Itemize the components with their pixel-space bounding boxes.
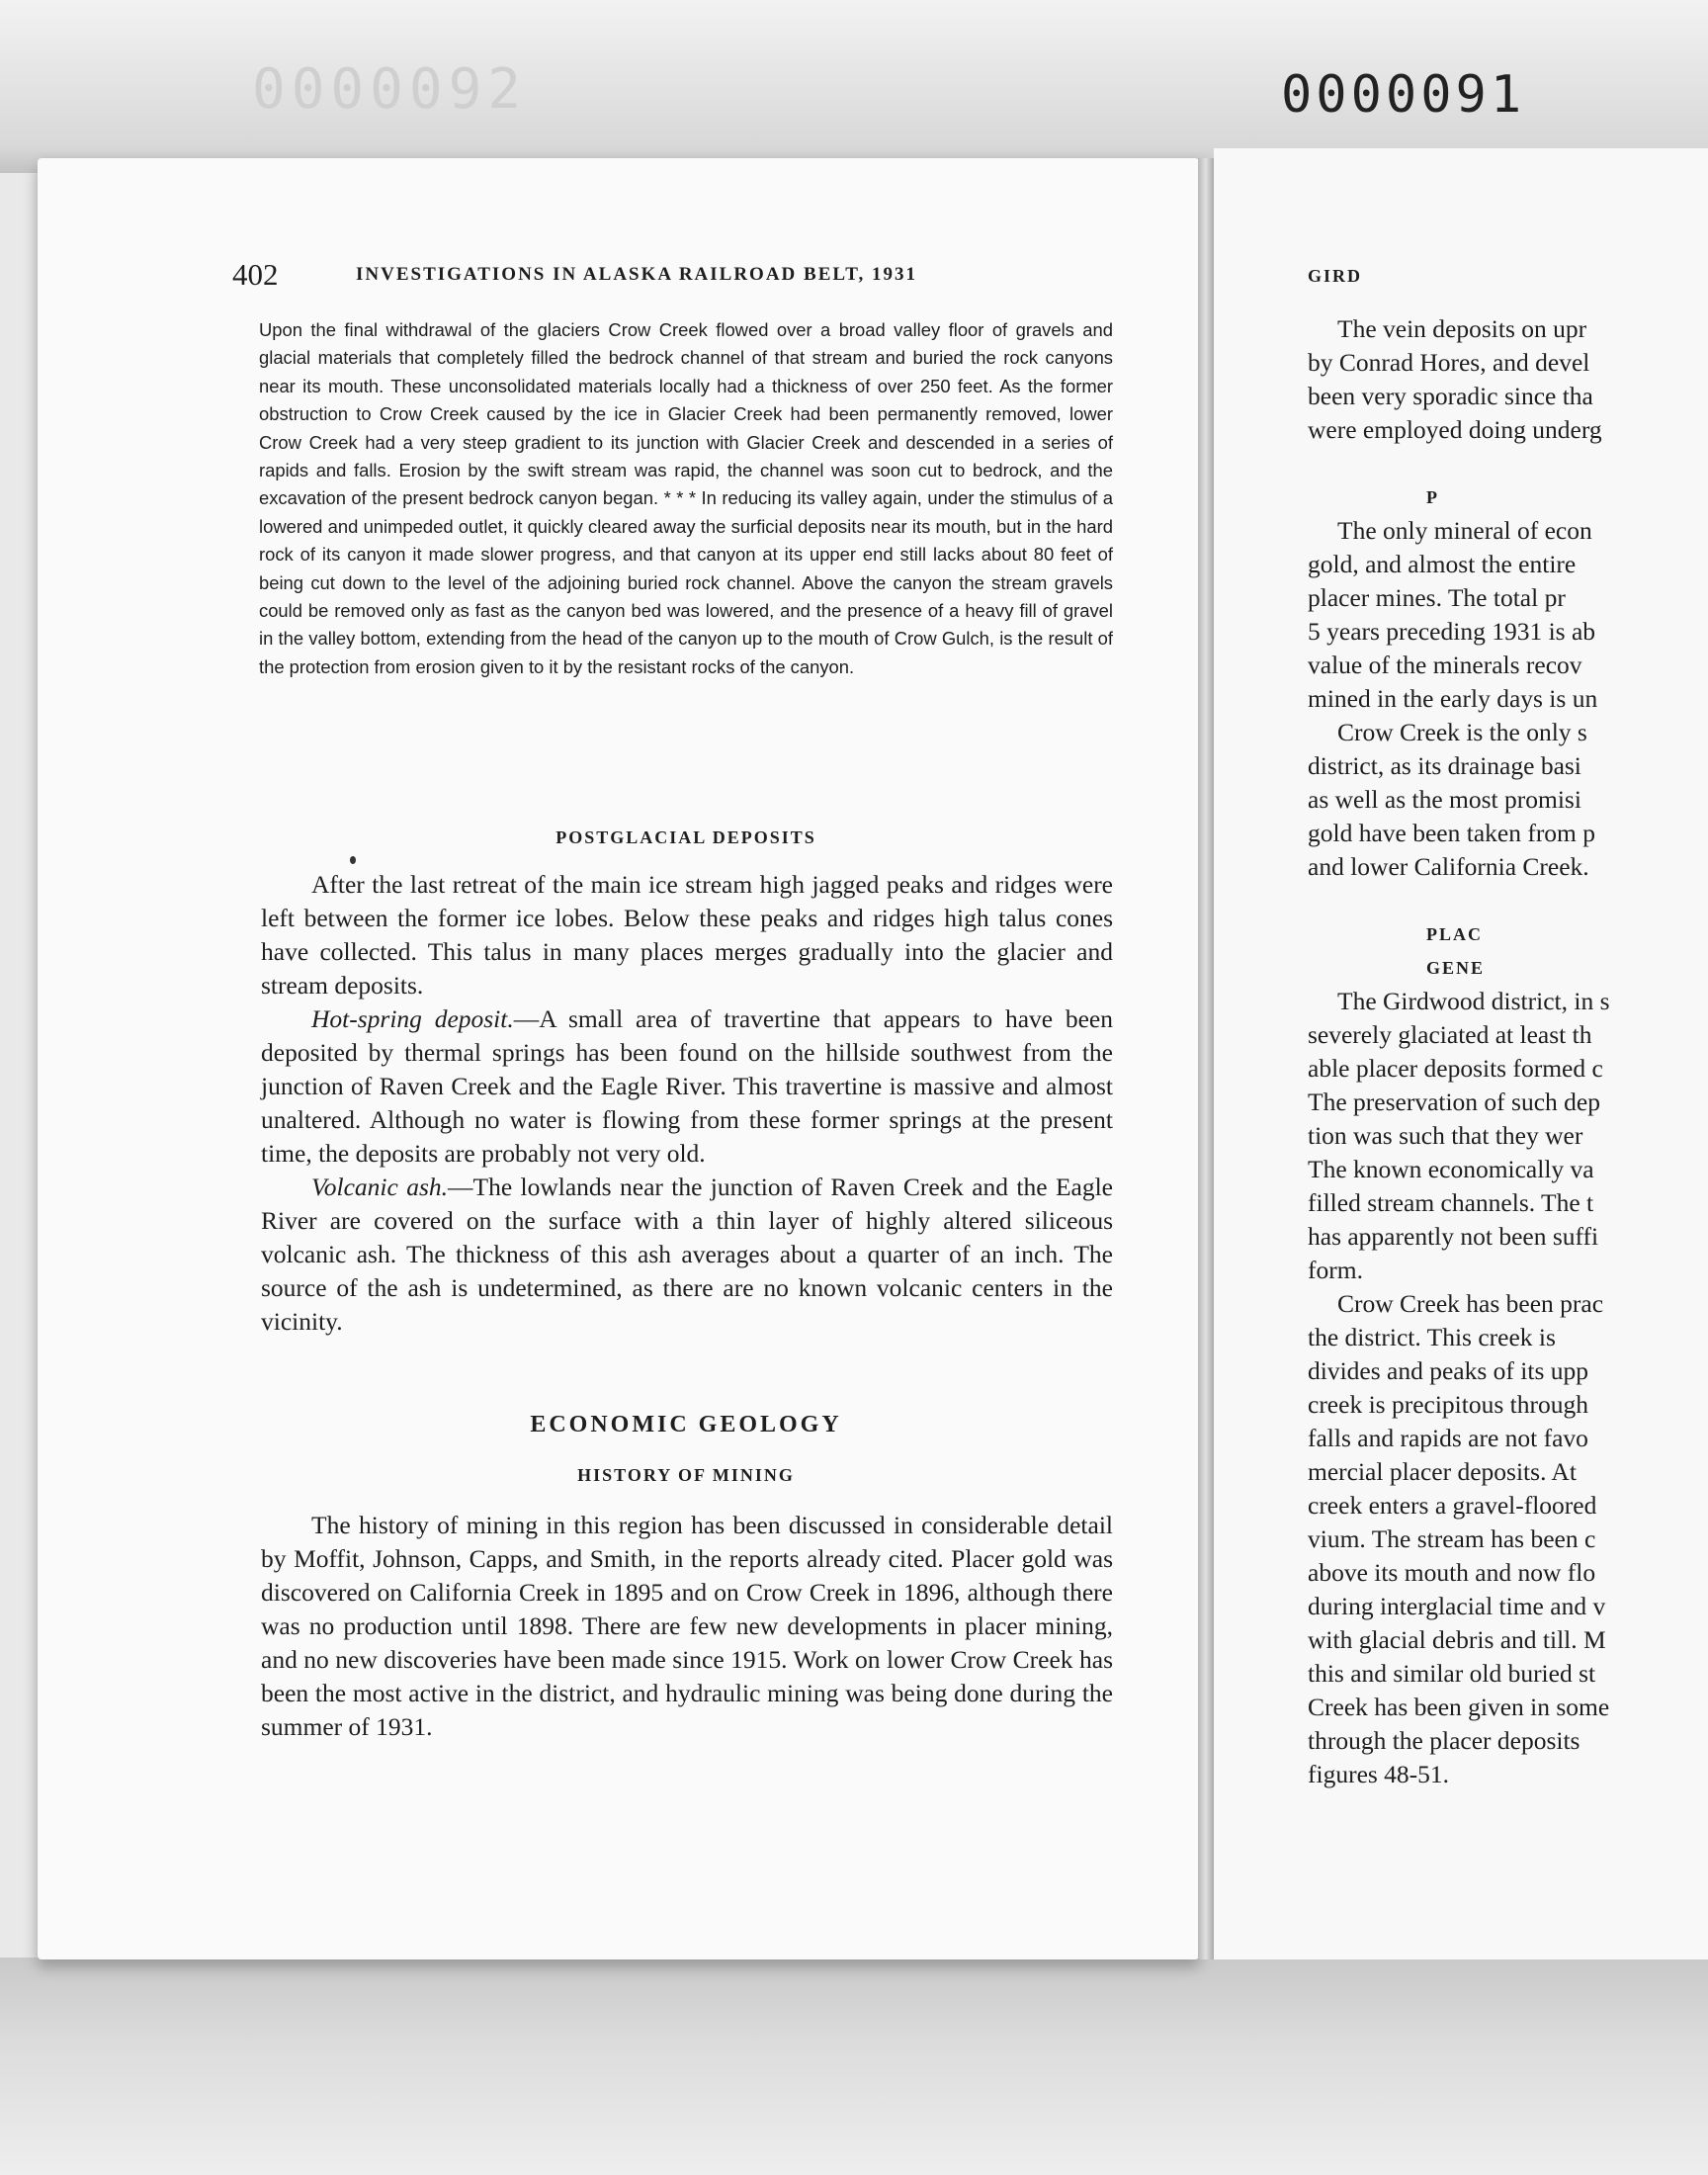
hotspring-text: —A small area of travertine that appears to have been deposited by thermal springs has been found on the hillside southwest from the junction of Raven Creek and the Eagle River. This travertine is massive and almost unaltered. Although no water is flowing from these former springs at the present time, the deposits are probably not very old. (261, 1004, 1113, 1168)
hotspring-title: Hot-spring deposit. (311, 1004, 514, 1033)
right-page-heading: P (1426, 487, 1439, 507)
right-page-line: the district. This creek is (1308, 1323, 1556, 1351)
right-page-line: falls and rapids are not favo (1308, 1424, 1588, 1452)
right-page-line: placer mines. The total pr (1308, 583, 1566, 612)
right-page-line: The known economically va (1308, 1155, 1594, 1183)
volcanic-paragraph (261, 1171, 1113, 1339)
right-page-line: The only mineral of econ (1337, 516, 1592, 545)
quoted-passage: Upon the final withdrawal of the glaciers Crow Creek flowed over a broad valley floor of gravels and glacial materials that completely filled the bedrock channel of that stream and buried the rock canyons near its mouth. These unconsolidated materials locally had a thickness of over 250 feet. As the former obstruction to Crow Creek caused by the ice in Glacier Creek had been permanently removed, lower Crow Creek had a very steep gradient to its junction with Glacier Creek and descended in a series of rapids and falls. Erosion by the swift stream was rapid, the channel was soon cut to bedrock, and the excavation of the present bedrock canyon began. * * * In reducing its valley again, under the stimulus of a lowered and unimpeded outlet, it quickly cleared away the surficial deposits near its mouth, but in the hard rock of its canyon it made slower progress, and that canyon at its upper end still lacks about 80 feet of being cut down to the level of the adjoining buried rock channel. Above the canyon the stream gravels could be removed only as fast as the canyon bed was lowered, and the presence of a heavy fill of gravel in the valley bottom, extending from the head of the canyon up to the mouth of Crow Gulch, is the result of the protection from erosion given to it by the resistant rocks of the canyon. (259, 319, 1113, 677)
right-page-line: as well as the most promisi (1308, 785, 1581, 814)
hotspring-paragraph (261, 1002, 1113, 1171)
postglacial-heading: POSTGLACIAL DEPOSITS (555, 827, 816, 847)
right-page-line: and lower California Creek. (1308, 852, 1589, 881)
right-page-line: were employed doing underg (1308, 415, 1602, 444)
right-page-line: figures 48-51. (1308, 1760, 1450, 1788)
right-page-line: creek enters a gravel-floored (1308, 1491, 1597, 1520)
right-page-heading: PLAC (1426, 924, 1483, 944)
right-page-line: creek is precipitous through (1308, 1390, 1588, 1419)
stamp-number: 0000091 (1281, 65, 1526, 125)
right-page-line: filled stream channels. The t (1308, 1188, 1594, 1217)
right-page-line: form. (1308, 1256, 1363, 1284)
right-page-line: has apparently not been suffi (1308, 1222, 1599, 1251)
history-paragraph: The history of mining in this region has been discussed in considerable detail by Moffit, Johnson, Capps, and Smith, in the reports already cited. Placer gold was discovered on California Creek in 1895 and on Crow Creek in 1896, although there was no production until 1898. There are few new developments in placer mining, and no new discoveries have been made since 1915. Work on lower Crow Creek has been the most active in the district, and hydraulic mining was being done during the summer of 1931. (261, 1511, 1113, 1741)
right-page-line: Crow Creek is the only s (1337, 718, 1587, 746)
right-running-title: GIRD (1308, 266, 1363, 286)
ink-speck (350, 856, 356, 864)
right-page-line: gold have been taken from p (1308, 819, 1596, 847)
right-page-line: 5 years preceding 1931 is ab (1308, 617, 1596, 646)
right-page-line: gold, and almost the entire (1308, 550, 1577, 578)
right-page-line (1308, 447, 1708, 480)
postglacial-section (261, 868, 1113, 1339)
right-page-line: mined in the early days is un (1308, 684, 1598, 713)
right-page-line: by Conrad Hores, and devel (1308, 348, 1590, 377)
right-page-line: vium. The stream has been c (1308, 1524, 1596, 1553)
right-page-line: above its mouth and now flo (1308, 1558, 1596, 1587)
right-page-line: Creek has been given in some (1308, 1693, 1610, 1721)
right-page-line: The Girdwood district, in s (1337, 987, 1610, 1015)
running-title: INVESTIGATIONS IN ALASKA RAILROAD BELT, 1931 (356, 264, 918, 285)
page-number: 402 (232, 257, 279, 292)
right-page-line: district, as its drainage basi (1308, 751, 1581, 780)
right-page-line: this and similar old buried st (1308, 1659, 1596, 1688)
bleed-through-number: 0000092 (252, 57, 528, 122)
scan-background-bottom (0, 1958, 1708, 2175)
right-page-line: value of the minerals recov (1308, 651, 1582, 679)
book-spine (1198, 158, 1214, 1959)
page-header (232, 257, 1102, 297)
right-page-line: through the placer deposits (1308, 1726, 1580, 1755)
right-page-line: The preservation of such dep (1308, 1088, 1600, 1116)
right-page-line: during interglacial time and v (1308, 1592, 1606, 1620)
volcanic-title: Volcanic ash. (311, 1173, 448, 1201)
postglacial-paragraph: After the last retreat of the main ice stream high jagged peaks and ridges were left between the former ice lobes. Below these peaks and ridges high talus cones have collected. This talus in many places merges gradually into the glacier and stream deposits. (261, 870, 1113, 1000)
right-page-line (1308, 884, 1708, 917)
right-page-line: The vein deposits on upr (1337, 314, 1587, 343)
right-page-line: mercial placer deposits. At (1308, 1457, 1577, 1486)
right-page-heading: GENE (1426, 958, 1486, 978)
history-section (261, 1509, 1113, 1744)
right-page-text (1308, 312, 1708, 1791)
right-page-line: severely glaciated at least th (1308, 1020, 1592, 1049)
right-page-line: divides and peaks of its upp (1308, 1356, 1588, 1385)
right-page-line: tion was such that they wer (1308, 1121, 1583, 1150)
right-page-line: with glacial debris and till. M (1308, 1625, 1606, 1654)
history-of-mining-heading: HISTORY OF MINING (577, 1465, 795, 1485)
right-page-line: able placer deposits formed c (1308, 1054, 1603, 1083)
right-page-line: Crow Creek has been prac (1337, 1289, 1604, 1318)
right-page-header (1308, 257, 1708, 293)
economic-geology-heading: ECONOMIC GEOLOGY (530, 1412, 842, 1437)
volcanic-text: —The lowlands near the junction of Raven Creek and the Eagle River are covered on the surface with a thin layer of highly altered siliceous volcanic ash. The thickness of this ash averages about a quarter of an inch. The source of the ash is undetermined, as there are no known volcanic centers in the vicinity. (261, 1173, 1113, 1336)
right-page-line: been very sporadic since tha (1308, 382, 1593, 410)
